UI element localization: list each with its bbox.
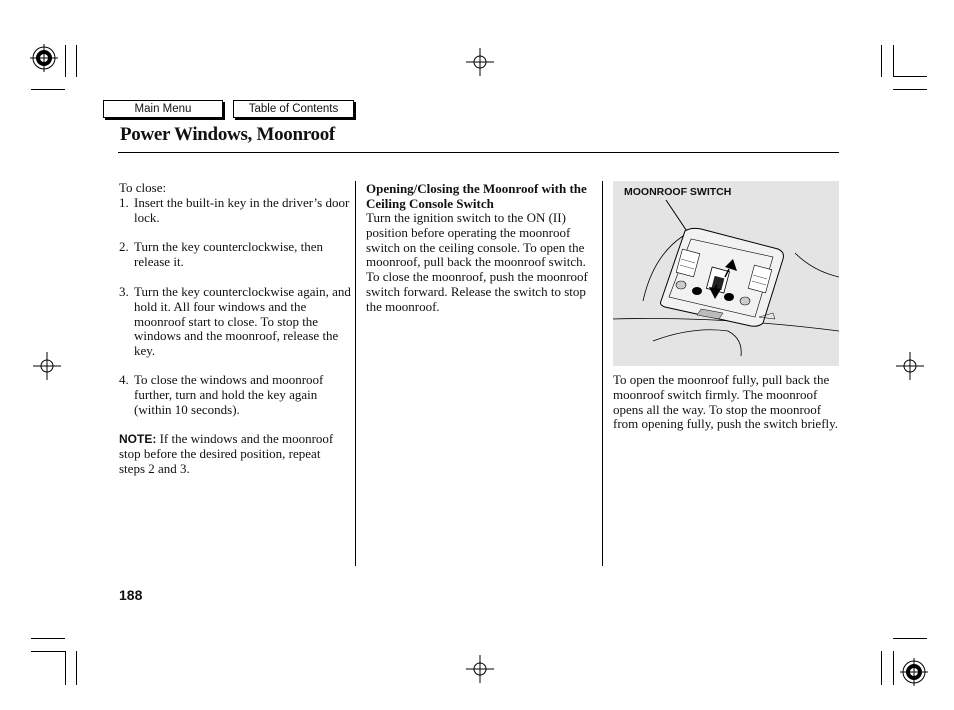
step-number: 4.: [119, 372, 129, 387]
registration-target-bottom-right: [900, 658, 928, 686]
figure-caption-text: To open the moonroof fully, pull back the moonroof switch firmly. The moonroof opens all the way. To stop the moonroof from opening fully, push the switch briefly.: [613, 372, 839, 432]
step-number: 1.: [119, 195, 129, 210]
table-of-contents-button[interactable]: Table of Contents: [233, 100, 354, 118]
section-text: Turn the ignition switch to the ON (II) position before operating the moonroof switch on the ceiling console. To open the moonroof, pull back the moonroof switch. To close the moonroof, push the moonroof switch forward. Release the switch to stop the moonroof.: [366, 210, 588, 314]
main-menu-button[interactable]: Main Menu: [103, 100, 223, 118]
note-text: If the windows and the moonroof stop before the desired position, repeat steps 2 and 3.: [119, 431, 334, 476]
note-paragraph: [119, 432, 337, 476]
crosshair-top: [466, 48, 494, 76]
step-text: Turn the key counterclockwise, then release it.: [134, 239, 324, 269]
title-rule: [118, 152, 839, 153]
step-4: [119, 373, 355, 417]
column-divider-right: [602, 181, 603, 566]
step-number: 3.: [119, 284, 129, 299]
step-text: Insert the built-in key in the driver’s door lock.: [134, 195, 350, 225]
crosshair-bottom: [466, 655, 494, 683]
step-3: [119, 285, 355, 359]
section-heading: Opening/Closing the Moonroof with the Ceiling Console Switch: [366, 181, 587, 211]
page-number: 188: [119, 587, 143, 603]
page-title: Power Windows, Moonroof: [120, 124, 335, 145]
figure-label: MOONROOF SWITCH: [624, 186, 732, 198]
step-1: [119, 196, 355, 226]
crosshair-left: [33, 352, 61, 380]
ceiling-console-illustration: [613, 181, 839, 366]
step-2: [119, 240, 355, 270]
registration-target-top-left: [30, 44, 58, 72]
intro-text: To close:: [119, 180, 167, 195]
step-number: 2.: [119, 239, 129, 254]
crosshair-right: [896, 352, 924, 380]
step-text: To close the windows and moonroof further, turn and hold the key again (within 10 seconds).: [134, 372, 324, 417]
column-divider-left: [355, 181, 356, 566]
note-label: NOTE:: [119, 432, 157, 446]
moonroof-switch-figure: [613, 181, 839, 366]
step-text: Turn the key counterclockwise again, and hold it. All four windows and the moonroof start to close. To stop the windows and the moonroof, release the key.: [134, 284, 351, 359]
